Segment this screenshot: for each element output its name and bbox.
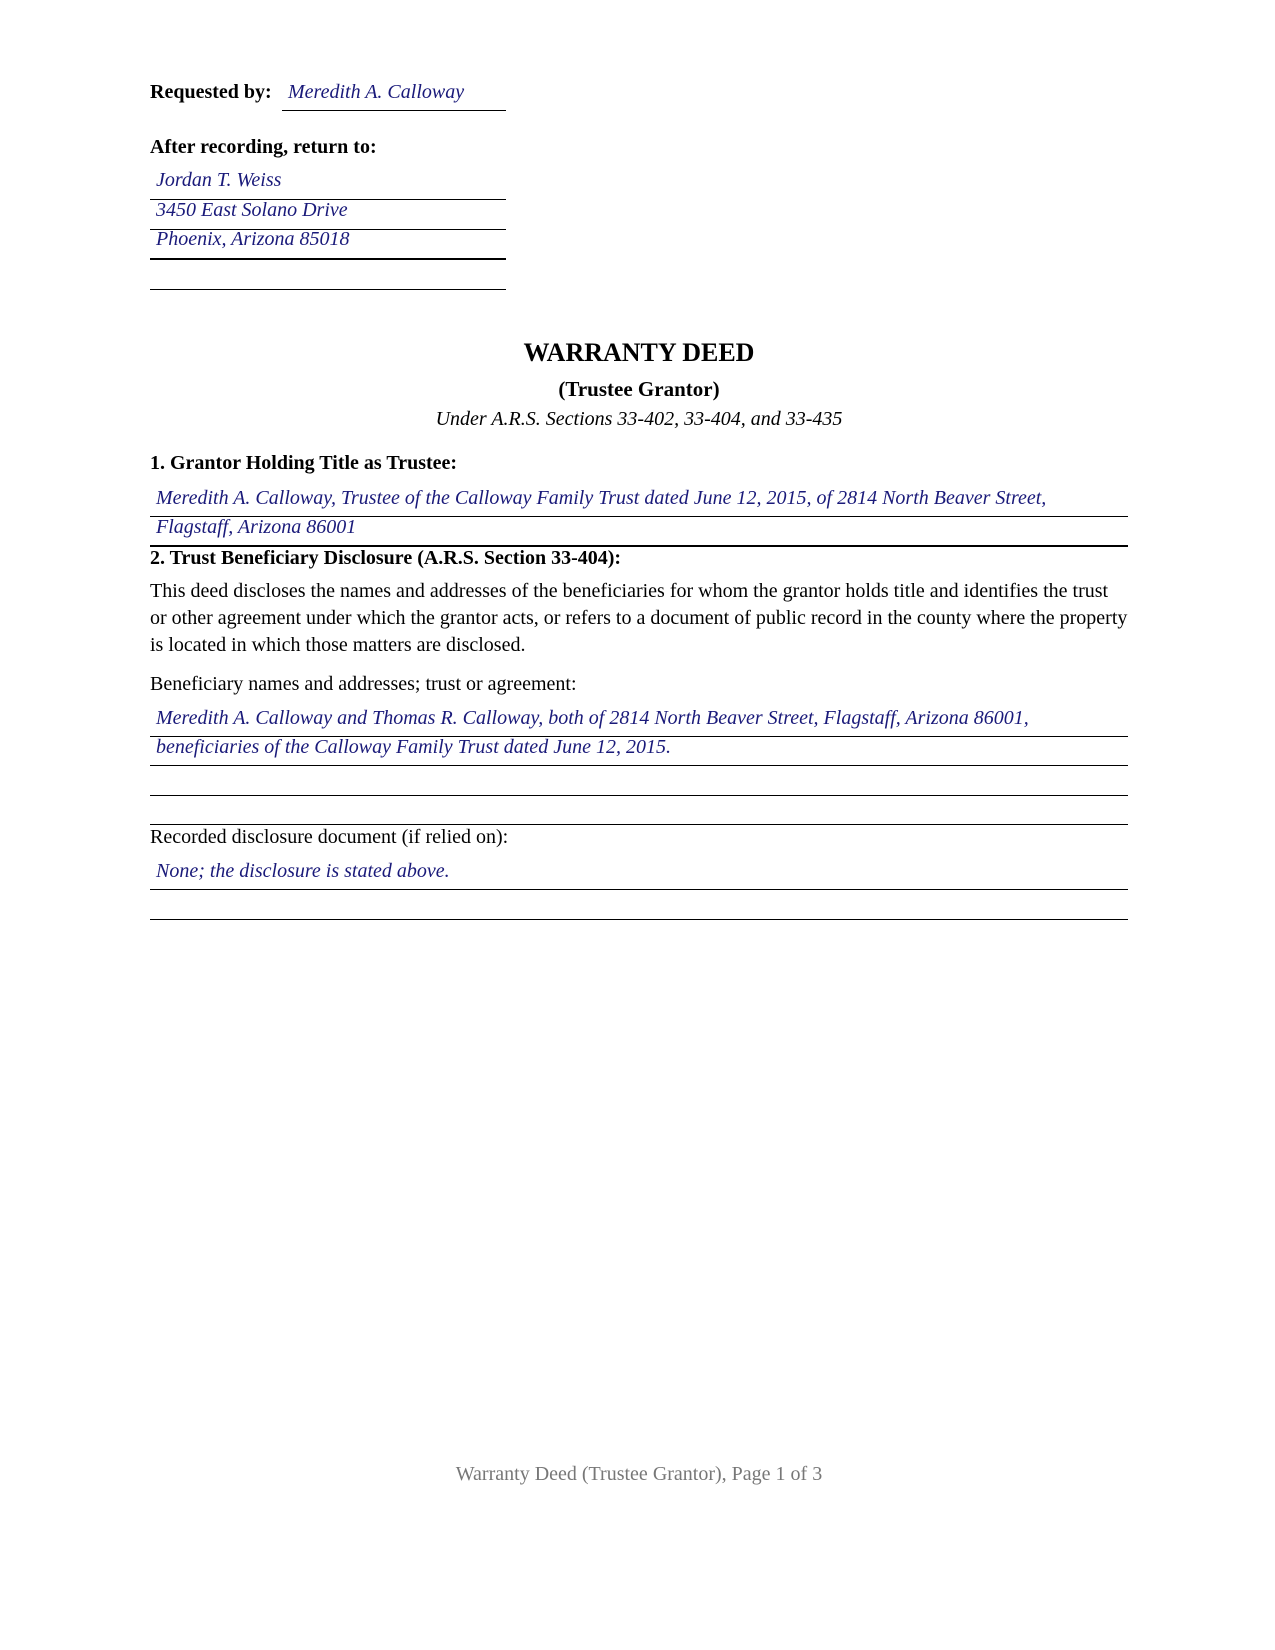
return-to-label: After recording, return to: (150, 136, 377, 158)
page-footer: Warranty Deed (Trustee Grantor), Page 1 of 3 (455, 1463, 823, 1485)
recorded-document-line-1[interactable]: None; the disclosure is stated above. (150, 861, 1128, 890)
requested-by-label: Requested by: (150, 81, 272, 103)
grantor-line-2[interactable]: Flagstaff, Arizona 86001 (150, 517, 1128, 547)
recorded-document-line-2[interactable] (150, 891, 1128, 920)
section-2-heading: 2. Trust Beneficiary Disclosure (A.R.S. Section 33-404): (150, 547, 622, 569)
beneficiary-label: Beneficiary names and addresses; trust or agreement: (150, 673, 577, 695)
return-to-line-2[interactable]: 3450 East Solano Drive (150, 200, 506, 230)
recorded-document-label: Recorded disclosure document (if relied on): (150, 826, 509, 848)
return-to-line-4[interactable] (150, 260, 506, 290)
grantor-line-1[interactable]: Meredith A. Calloway, Trustee of the Calloway Family Trust dated June 12, 2015, of 2814 North Beaver Street, (150, 488, 1128, 517)
document-subtitle: (Trustee Grantor) (558, 377, 720, 401)
document-title: WARRANTY DEED (523, 338, 755, 367)
beneficiary-line-4[interactable] (150, 796, 1128, 825)
disclosure-paragraph: This deed discloses the names and addresses of the beneficiaries for whom the grantor holds title and identifies the trust or other agreement under which the grantor acts, or refers to a document of public record in the county where the property is located in which those matters are disclosed. (150, 580, 1128, 656)
beneficiary-line-1[interactable]: Meredith A. Calloway and Thomas R. Calloway, both of 2814 North Beaver Street, Flagstaff, Arizona 86001, (150, 708, 1128, 737)
statute-reference: Under A.R.S. Sections 33-402, 33-404, and 33-435 (435, 408, 843, 430)
section-1-heading: 1. Grantor Holding Title as Trustee: (150, 452, 458, 474)
deed-page (150, 0, 1128, 1650)
return-to-line-3[interactable]: Phoenix, Arizona 85018 (150, 229, 506, 260)
beneficiary-line-2[interactable]: beneficiaries of the Calloway Family Trust dated June 12, 2015. (150, 737, 1128, 766)
beneficiary-line-3[interactable] (150, 767, 1128, 796)
return-to-line-1[interactable]: Jordan T. Weiss (150, 170, 506, 200)
requested-by-field[interactable]: Meredith A. Calloway (282, 82, 506, 111)
